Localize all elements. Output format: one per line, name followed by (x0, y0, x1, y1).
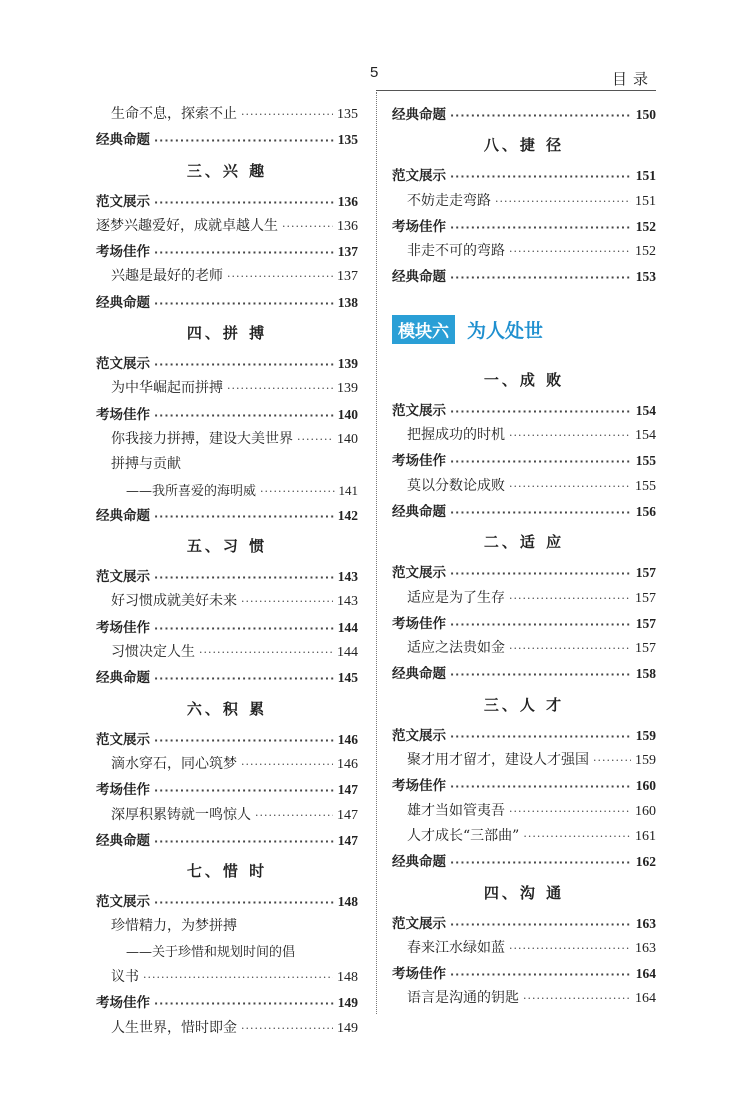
dot-leader (450, 662, 632, 687)
dot-leader (450, 724, 632, 749)
entry-title: 经典命题 (392, 269, 446, 286)
entry-title: 生命不息，探索不止 (111, 106, 237, 122)
entry-page: 158 (635, 666, 656, 682)
toc-entry[interactable] (96, 640, 358, 665)
entry-page: 140 (337, 406, 358, 422)
entry-title: 人生世界，惜时即金 (111, 1019, 237, 1036)
entry-page: 157 (635, 641, 656, 657)
entry-title: 范文展示 (96, 894, 150, 911)
entry-page: 138 (337, 294, 358, 310)
toc-entry[interactable] (96, 452, 358, 477)
toc-entry[interactable] (96, 965, 358, 990)
entry-page: 160 (635, 778, 656, 794)
entry-page: 144 (337, 619, 358, 635)
toc-entry[interactable] (96, 803, 358, 828)
module-title: 为人处世 (467, 320, 544, 343)
toc-category-entry[interactable] (96, 990, 358, 1015)
entry-title: 经典命题 (392, 503, 446, 520)
entry-page: 161 (635, 828, 656, 844)
dot-leader (282, 214, 333, 239)
entry-page: 159 (635, 727, 656, 743)
toc-entry[interactable] (96, 940, 358, 965)
entry-title: 范文展示 (96, 193, 150, 210)
toc-entry[interactable] (392, 423, 656, 448)
entry-page: 136 (337, 193, 358, 209)
dot-leader (154, 565, 334, 590)
toc-category-entry[interactable] (392, 214, 656, 239)
toc-entry[interactable] (392, 586, 656, 611)
dot-leader (509, 423, 631, 448)
dot-leader (154, 666, 334, 691)
toc-entry[interactable] (392, 986, 656, 1011)
toc-category-entry[interactable] (96, 889, 358, 914)
entry-title: 范文展示 (392, 402, 446, 419)
dot-leader (593, 748, 631, 773)
toc-category-entry[interactable] (392, 448, 656, 473)
entry-page: 160 (635, 803, 656, 819)
dot-leader (509, 936, 631, 961)
entry-title: 考场佳作 (96, 619, 150, 636)
entry-title: 范文展示 (96, 356, 150, 373)
entry-title: 经典命题 (392, 107, 446, 123)
entry-title: 非走不可的弯路 (407, 243, 505, 260)
module-heading (392, 298, 656, 362)
dot-leader (241, 589, 333, 614)
toc-entry[interactable] (392, 189, 656, 214)
entry-title: 经典命题 (96, 832, 150, 849)
entry-title: 为中华崛起而拼搏 (111, 380, 223, 397)
toc-category-entry[interactable] (392, 911, 656, 936)
toc-entry[interactable] (392, 824, 656, 849)
entry-page: 137 (337, 244, 358, 260)
entry-title: 习惯决定人生 (111, 644, 195, 661)
toc-entry[interactable] (392, 799, 656, 824)
entry-page: 157 (635, 590, 656, 606)
toc-category-entry[interactable] (96, 503, 358, 528)
header-rule (376, 90, 656, 91)
entry-title: 深厚积累铸就一鸣惊人 (111, 806, 251, 823)
toc-entry[interactable] (96, 264, 358, 289)
entry-title: 经典命题 (392, 666, 446, 683)
entry-page: 155 (635, 453, 656, 469)
toc-category-entry[interactable] (392, 723, 656, 748)
entry-page: 141 (338, 482, 358, 498)
entry-page: 149 (337, 995, 358, 1011)
dot-leader (241, 102, 333, 127)
toc-category-entry[interactable] (392, 661, 656, 686)
entry-title: 考场佳作 (392, 218, 446, 235)
dot-leader (143, 965, 333, 990)
entry-page: 149 (337, 1020, 358, 1036)
entry-page: 153 (635, 269, 656, 285)
dot-leader (199, 640, 333, 665)
entry-title: 不妨走走弯路 (407, 192, 491, 209)
toc-category-entry[interactable] (96, 777, 358, 802)
entry-page: 147 (337, 832, 358, 848)
entry-title: 考场佳作 (96, 244, 150, 261)
entry-title: 语言是沟通的钥匙 (407, 990, 519, 1007)
entry-title: 莫以分数论成败 (407, 477, 505, 494)
entry-page: 159 (635, 753, 656, 769)
dot-leader (450, 265, 632, 290)
entry-title: 经典命题 (392, 854, 446, 871)
dot-leader (450, 399, 632, 424)
entry-page: 152 (635, 218, 656, 234)
dot-leader (450, 612, 632, 637)
entry-page: 136 (337, 218, 358, 234)
entry-page: 147 (337, 807, 358, 823)
toc-category-entry[interactable] (96, 127, 358, 152)
running-title: 目录 (611, 70, 654, 88)
toc-category-entry[interactable] (96, 615, 358, 640)
dot-leader (450, 215, 632, 240)
dot-leader (450, 500, 632, 525)
toc-category-entry[interactable] (392, 849, 656, 874)
toc-category-entry[interactable] (392, 264, 656, 289)
toc-category-entry[interactable] (392, 398, 656, 423)
toc-category-entry[interactable] (96, 351, 358, 376)
toc-entry[interactable] (392, 936, 656, 961)
entry-page: 135 (337, 107, 358, 122)
entry-page: 156 (635, 503, 656, 519)
dot-leader (255, 803, 333, 828)
entry-title: 考场佳作 (392, 966, 446, 983)
dot-leader (154, 778, 334, 803)
entry-title: 经典命题 (96, 670, 150, 687)
entry-page: 155 (635, 478, 656, 494)
entry-page: 157 (635, 615, 656, 631)
entry-page: 150 (635, 107, 656, 122)
dot-leader (154, 728, 334, 753)
entry-title: ——关于珍惜和规划时间的倡 (126, 944, 296, 960)
entry-title: 你我接力拼搏，建设大美世界 (111, 430, 293, 447)
entry-title: 范文展示 (392, 168, 446, 185)
toc-entry[interactable] (96, 914, 358, 939)
toc-entry[interactable] (96, 589, 358, 614)
entry-page: 142 (337, 507, 358, 523)
dot-leader (241, 752, 333, 777)
dot-leader (509, 636, 631, 661)
entry-title: 范文展示 (96, 731, 150, 748)
entry-page: 162 (635, 854, 656, 870)
dot-leader (227, 264, 333, 289)
dot-leader (450, 561, 632, 586)
dot-leader (450, 774, 632, 799)
toc-entry[interactable] (96, 478, 358, 503)
section-heading: 五、习 惯 (186, 537, 268, 556)
dot-leader (154, 291, 334, 316)
dot-leader (450, 962, 632, 987)
entry-title: 把握成功的时机 (407, 427, 505, 444)
entry-page: 139 (337, 381, 358, 397)
entry-title: 范文展示 (392, 915, 446, 932)
toc-right-column (392, 102, 656, 1012)
entry-page: 146 (337, 731, 358, 747)
dot-leader (154, 190, 334, 215)
entry-page: 152 (635, 244, 656, 260)
entry-title: 考场佳作 (392, 453, 446, 470)
dot-leader (450, 164, 632, 189)
toc-category-entry[interactable] (392, 961, 656, 986)
toc-category-entry[interactable] (96, 239, 358, 264)
toc-category-entry[interactable] (96, 189, 358, 214)
dot-leader (450, 850, 632, 875)
entry-title: 人才成长“三部曲” (407, 827, 520, 844)
entry-page: 154 (635, 428, 656, 444)
toc-entry[interactable] (96, 102, 358, 127)
dot-leader (154, 504, 334, 529)
toc-category-entry[interactable] (392, 163, 656, 188)
dot-leader (241, 1016, 333, 1041)
entry-page: 140 (337, 431, 358, 447)
entry-title: 珍惜精力，为梦拼搏 (111, 918, 237, 935)
entry-page: 148 (337, 970, 358, 986)
toc-category-entry[interactable] (392, 560, 656, 585)
entry-title: 适应是为了生存 (407, 589, 505, 606)
dot-leader (495, 189, 631, 214)
entry-title: 考场佳作 (96, 406, 150, 423)
toc-entry[interactable] (392, 748, 656, 773)
toc-entry[interactable] (392, 239, 656, 264)
entry-page: 151 (635, 193, 656, 209)
entry-title: 考场佳作 (96, 782, 150, 799)
entry-title: 经典命题 (96, 507, 150, 524)
dot-leader (154, 403, 334, 428)
dot-leader (450, 103, 632, 128)
toc-category-entry[interactable] (392, 102, 656, 127)
toc-category-entry[interactable] (96, 828, 358, 853)
toc-category-entry[interactable] (96, 665, 358, 690)
entry-page: 144 (337, 645, 358, 661)
entry-page: 164 (635, 991, 656, 1007)
entry-title: 范文展示 (96, 569, 150, 586)
dot-leader (297, 427, 333, 452)
entry-page: 143 (337, 594, 358, 610)
entry-title: 雄才当如管夷吾 (407, 802, 505, 819)
dot-leader (154, 352, 334, 377)
entry-title: 范文展示 (392, 727, 446, 744)
section-heading: 七、惜 时 (186, 862, 268, 881)
dot-leader (509, 799, 631, 824)
entry-title: 经典命题 (96, 132, 150, 149)
toc-entry[interactable] (392, 636, 656, 661)
dot-leader (450, 449, 632, 474)
entry-page: 145 (337, 670, 358, 686)
toc-category-entry[interactable] (96, 290, 358, 315)
dot-leader (154, 890, 334, 915)
entry-page: 163 (635, 915, 656, 931)
entry-page: 157 (635, 565, 656, 581)
toc-category-entry[interactable] (392, 773, 656, 798)
toc-category-entry[interactable] (392, 499, 656, 524)
entry-page: 137 (337, 269, 358, 285)
toc-category-entry[interactable] (96, 564, 358, 589)
page-number: 5 (370, 64, 379, 81)
toc-entry[interactable] (392, 474, 656, 499)
section-heading: 三、兴 趣 (186, 161, 268, 180)
section-heading: 六、积 累 (186, 699, 268, 718)
toc-category-entry[interactable] (96, 727, 358, 752)
entry-title: 经典命题 (96, 294, 150, 311)
section-heading: 二、适 应 (483, 533, 565, 552)
entry-title: 春来江水绿如蓝 (407, 939, 505, 956)
toc-entry[interactable] (96, 427, 358, 452)
entry-page: 135 (337, 132, 358, 148)
dot-leader (154, 240, 334, 265)
toc-left-column (96, 102, 358, 1041)
entry-title: 兴趣是最好的老师 (111, 268, 223, 285)
entry-page: 146 (337, 756, 358, 772)
dot-leader (154, 829, 334, 854)
entry-page: 147 (337, 782, 358, 798)
section-heading: 一、成 败 (483, 370, 565, 389)
entry-page: 164 (635, 966, 656, 982)
entry-title: 考场佳作 (96, 995, 150, 1012)
dot-leader (523, 986, 631, 1011)
entry-title: 滴水穿石，同心筑梦 (111, 755, 237, 772)
entry-title: 聚才用才留才，建设人才强国 (407, 752, 589, 769)
entry-title: 好习惯成就美好未来 (111, 593, 237, 610)
dot-leader (227, 376, 333, 401)
dot-leader (450, 912, 632, 937)
dot-leader (523, 824, 631, 849)
entry-title: 考场佳作 (392, 778, 446, 795)
entry-page: 163 (635, 940, 656, 956)
entry-title: 逐梦兴趣爱好，成就卓越人生 (96, 217, 278, 234)
entry-page: 151 (635, 168, 656, 184)
dot-leader (509, 586, 631, 611)
entry-page: 139 (337, 356, 358, 372)
dot-leader (154, 991, 334, 1016)
toc-entry[interactable] (96, 752, 358, 777)
entry-title: 适应之法贵如金 (407, 640, 505, 657)
toc-category-entry[interactable] (96, 402, 358, 427)
entry-title: 考场佳作 (392, 615, 446, 632)
entry-title: ——我所喜爱的海明威 (126, 483, 257, 499)
entry-title: 议书 (111, 969, 139, 986)
section-heading: 四、拼 搏 (186, 324, 268, 343)
entry-title: 拼搏与贡献 (111, 456, 181, 473)
dot-leader (509, 239, 631, 264)
section-heading: 八、捷 径 (483, 136, 565, 155)
module-badge: 模块六 (392, 315, 455, 344)
section-heading: 三、人 才 (483, 695, 565, 714)
toc-entry[interactable] (96, 376, 358, 401)
section-heading: 四、沟 通 (483, 883, 565, 902)
entry-page: 148 (337, 894, 358, 910)
toc-entry[interactable] (96, 214, 358, 239)
dot-leader (509, 474, 631, 499)
entry-title: 范文展示 (392, 565, 446, 582)
dot-leader (154, 128, 334, 153)
column-divider (376, 92, 377, 1014)
toc-entry[interactable] (96, 1016, 358, 1041)
dot-leader (154, 616, 334, 641)
toc-category-entry[interactable] (392, 611, 656, 636)
dot-leader (260, 479, 334, 504)
entry-page: 154 (635, 402, 656, 418)
entry-page: 143 (337, 569, 358, 585)
